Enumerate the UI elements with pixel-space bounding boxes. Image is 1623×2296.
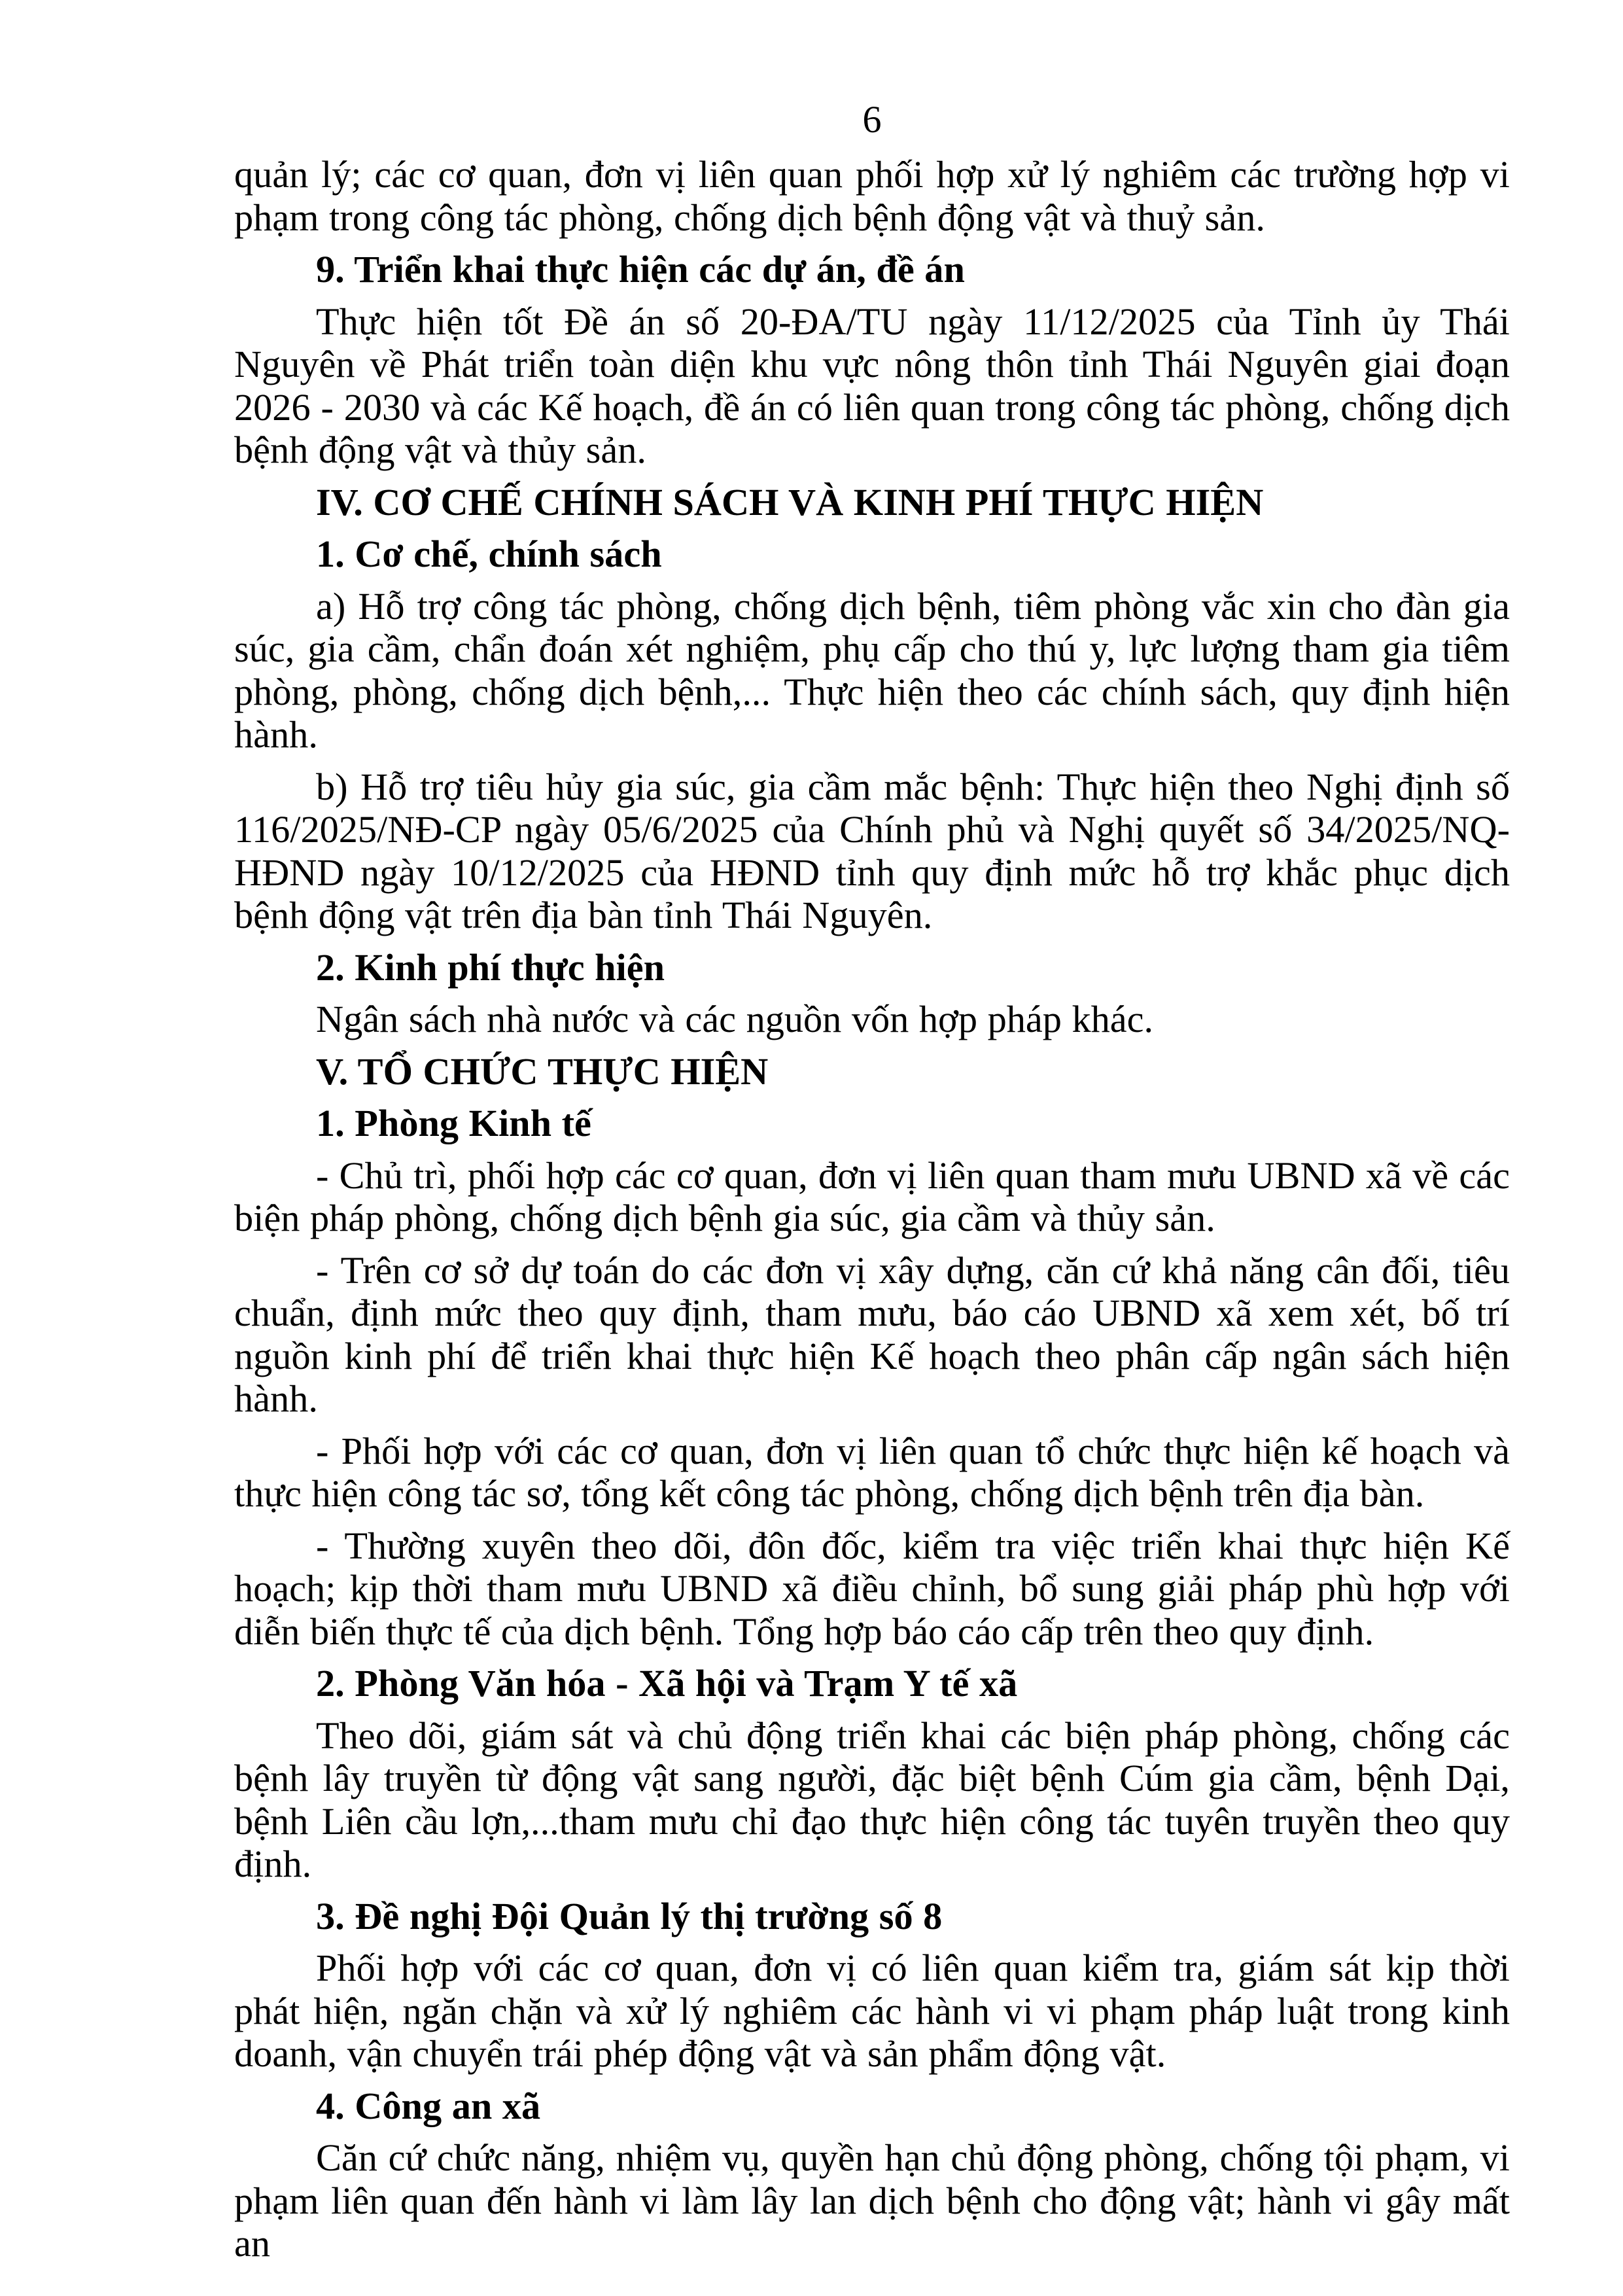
paragraph: Căn cứ chức năng, nhiệm vụ, quyền hạn chủ động phòng, chống tội phạm, vi phạm liên quan đến hành vi làm lây lan dịch bệnh cho động vật; hành vi gây mất an (234, 2136, 1510, 2265)
section-heading: 2. Phòng Văn hóa - Xã hội và Trạm Y tế xã (316, 1662, 1018, 1704)
paragraph: - Thường xuyên theo dõi, đôn đốc, kiểm tra việc triển khai thực hiện Kế hoạch; kịp thời tham mưu UBND xã điều chỉnh, bổ sung giải pháp phù hợp với diễn biến thực tế của dịch bệnh. Tổng hợp báo cáo cấp trên theo quy định. (234, 1524, 1510, 1653)
paragraph: - Trên cơ sở dự toán do các đơn vị xây dựng, căn cứ khả năng cân đối, tiêu chuẩn, định mức theo quy định, tham mưu, báo cáo UBND xã xem xét, bố trí nguồn kinh phí để triển khai thực hiện Kế hoạch theo phân cấp ngân sách hiện hành. (234, 1248, 1510, 1420)
paragraph: a) Hỗ trợ công tác phòng, chống dịch bệnh, tiêm phòng vắc xin cho đàn gia súc, gia cầm, chẩn đoán xét nghiệm, phụ cấp cho thú y, lực lượng tham gia tiêm phòng, phòng, chống dịch bệnh,... Thực hiện theo các chính sách, quy định hiện hành. (234, 584, 1510, 756)
section-heading: 4. Công an xã (316, 2084, 541, 2127)
paragraph: Phối hợp với các cơ quan, đơn vị có liên quan kiểm tra, giám sát kịp thời phát hiện, ngăn chặn và xử lý nghiêm các hành vi vi phạm pháp luật trong kinh doanh, vận chuyển trái phép động vật và sản phẩm động vật. (234, 1947, 1510, 2075)
paragraph: quản lý; các cơ quan, đơn vị liên quan phối hợp xử lý nghiêm các trường hợp vi phạm trong công tác phòng, chống dịch bệnh động vật và thuỷ sản. (234, 153, 1510, 239)
section-heading: 3. Đề nghị Đội Quản lý thị trường số 8 (316, 1894, 943, 1937)
page-number: 6 (862, 98, 882, 141)
paragraph: Theo dõi, giám sát và chủ động triển khai các biện pháp phòng, chống các bệnh lây truyền từ động vật sang người, đặc biệt bệnh Cúm gia cầm, bệnh Dại, bệnh Liên cầu lợn,...tham mưu chỉ đạo thực hiện công tác tuyên truyền theo quy định. (234, 1714, 1510, 1885)
paragraph: b) Hỗ trợ tiêu hủy gia súc, gia cầm mắc bệnh: Thực hiện theo Nghị định số 116/2025/NĐ-CP ngày 05/6/2025 của Chính phủ và Nghị quyết số 34/2025/NQ-HĐND ngày 10/12/2025 của HĐND tỉnh quy định mức hỗ trợ khắc phục dịch bệnh động vật trên địa bàn tỉnh Thái Nguyên. (234, 765, 1510, 936)
section-heading: 9. Triển khai thực hiện các dự án, đề án (316, 248, 965, 291)
paragraph: Ngân sách nhà nước và các nguồn vốn hợp pháp khác. (316, 998, 1154, 1040)
section-heading: 1. Phòng Kinh tế (316, 1102, 591, 1144)
text-area (234, 98, 1510, 2265)
section-heading: 2. Kinh phí thực hiện (316, 945, 665, 989)
paragraph: Thực hiện tốt Đề án số 20-ĐA/TU ngày 11/12/2025 của Tỉnh ủy Thái Nguyên về Phát triển toàn diện khu vực nông thôn tỉnh Thái Nguyên giai đoạn 2026 - 2030 và các Kế hoạch, đề án có liên quan trong công tác phòng, chống dịch bệnh động vật và thủy sản. (234, 300, 1510, 471)
section-heading: IV. CƠ CHẾ CHÍNH SÁCH VÀ KINH PHÍ THỰC HIỆN (316, 480, 1264, 523)
section-heading: V. TỔ CHỨC THỰC HIỆN (316, 1050, 769, 1093)
paragraph: - Phối hợp với các cơ quan, đơn vị liên quan tổ chức thực hiện kế hoạch và thực hiện công tác sơ, tổng kết công tác phòng, chống dịch bệnh trên địa bàn. (234, 1429, 1510, 1515)
document-body (234, 153, 1510, 2265)
section-heading: 1. Cơ chế, chính sách (316, 533, 662, 575)
paragraph: - Chủ trì, phối hợp các cơ quan, đơn vị liên quan tham mưu UBND xã về các biện pháp phòng, chống dịch bệnh gia súc, gia cầm và thủy sản. (234, 1154, 1510, 1239)
